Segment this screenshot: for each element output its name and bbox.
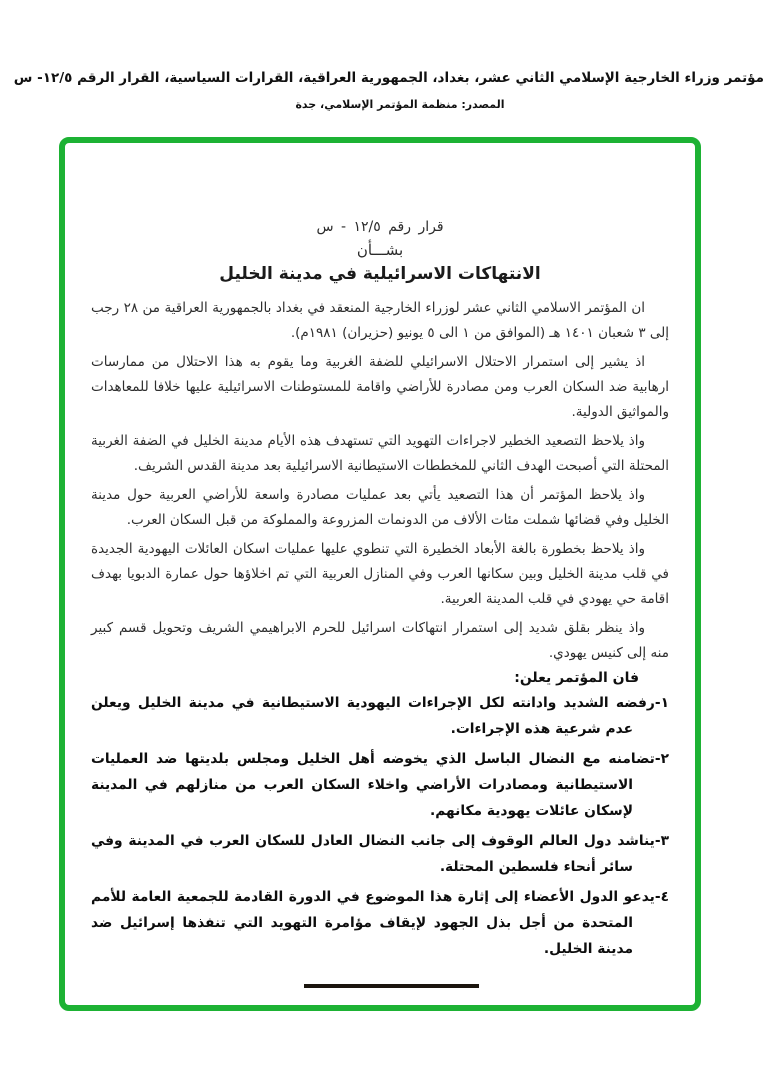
paragraph-settler-families: واذ يلاحظ بخطورة بالغة الأبعاد الخطيرة التي تنطوي عليها عمليات اسكان العائلات اليهودية الجديدة في قلب مدينة الخليل وبين سكانها العرب وفي المنازل العربية التي تم اخلاؤها حول عمارة الدبويا بهدف اقامة حي يهودي في قلب المدينة العربية. xyxy=(91,541,669,607)
paragraph-confiscation: واذ يلاحظ المؤتمر أن هذا التصعيد يأتي بعد عمليات مصادرة واسعة للأراضي العربية حول مدينة الخليل وفي قضائها شملت مئات الألاف من الدونمات المزروعة والمملوكة من قبل السكان العرب. xyxy=(91,487,669,528)
resolution-regarding: بشـــأن xyxy=(356,241,404,259)
paragraph-ibrahimi-mosque: واذ ينظر بقلق شديد إلى استمرار انتهاكات اسرائيل للحرم الابراهيمي الشريف وتحويل قسم كبير منه إلى كنيس يهودي. xyxy=(91,620,669,661)
resolution-item-2: ٢-تضامنه مع النضال الباسل الذي يخوضه أهل الخليل ومجلس بلديتها ضد العمليات الاستيطانية ومصادرات الأراضي واخلاء السكان العرب من منازلهم في المدينة لإسكان عائلات يهودية مكانهم. xyxy=(91,751,669,819)
declaration-intro: فان المؤتمر يعلن: xyxy=(514,670,639,686)
resolution-item-4: ٤-يدعو الدول الأعضاء إلى إثارة هذا الموضوع في الدورة القادمة للجمعية العامة للأمم المتحدة من أجل بذل الجهود لإيقاف مؤامرة التهويد التي تنفذها إسرائيل ضد مدينة الخليل. xyxy=(91,889,669,957)
green-border-frame xyxy=(59,137,701,1011)
paragraph-occupation: اذ يشير إلى استمرار الاحتلال الاسرائيلي للضفة الغربية وما يقوم به هذا الاحتلال من ممارسات ارهابية ضد السكان العرب ومن مصادرة للأراضي واقامة للمستوطنات الاسرائيلية عليها خلافا للمعاهدات والمواثيق الدولية. xyxy=(91,354,669,420)
resolution-item-3: ٣-يناشد دول العالم الوقوف إلى جانب النضال العادل للسكان العرب في المدينة وفي سائر أنحاء فلسطين المحتلة. xyxy=(91,833,669,875)
resolution-document xyxy=(65,143,695,1005)
resolution-title: الانتهاكات الاسرائيلية في مدينة الخليل xyxy=(219,264,541,284)
end-separator-line xyxy=(304,984,479,988)
resolution-item-1: ١-رفضه الشديد وادانته لكل الإجراءات اليهودية الاستيطانية في مدينة الخليل ويعلن عدم شرعية هذه الإجراءات. xyxy=(91,695,669,737)
header-title: مؤتمر وزراء الخارجية الإسلامي الثاني عشر، بغداد، الجمهورية العراقية، القرارات السياسية، القرار الرقم ١٢/٥- س xyxy=(13,70,764,86)
paragraph-escalation: واذ يلاحظ التصعيد الخطير لاجراءات التهويد التي تستهدف هذه الأيام مدينة الخليل في الضفة الغربية المحتلة التي أصبحت الهدف الثاني للمخططات الاستيطانية الاسرائيلية بعد مدينة القدس الشريف. xyxy=(91,433,669,474)
paragraph-preamble: ان المؤتمر الاسلامي الثاني عشر لوزراء الخارجية المنعقد في بغداد بالجمهورية العراقية من ٢٨ رجب إلى ٣ شعبان ١٤٠١ هـ (الموافق من ١ الى ٥ يونيو (حزيران) ١٩٨١م). xyxy=(91,300,669,341)
header-source: المصدر: منظمة المؤتمر الإسلامي، جدة xyxy=(295,98,505,111)
resolution-number: قرار رقم ١٢/٥ - س xyxy=(316,219,444,235)
